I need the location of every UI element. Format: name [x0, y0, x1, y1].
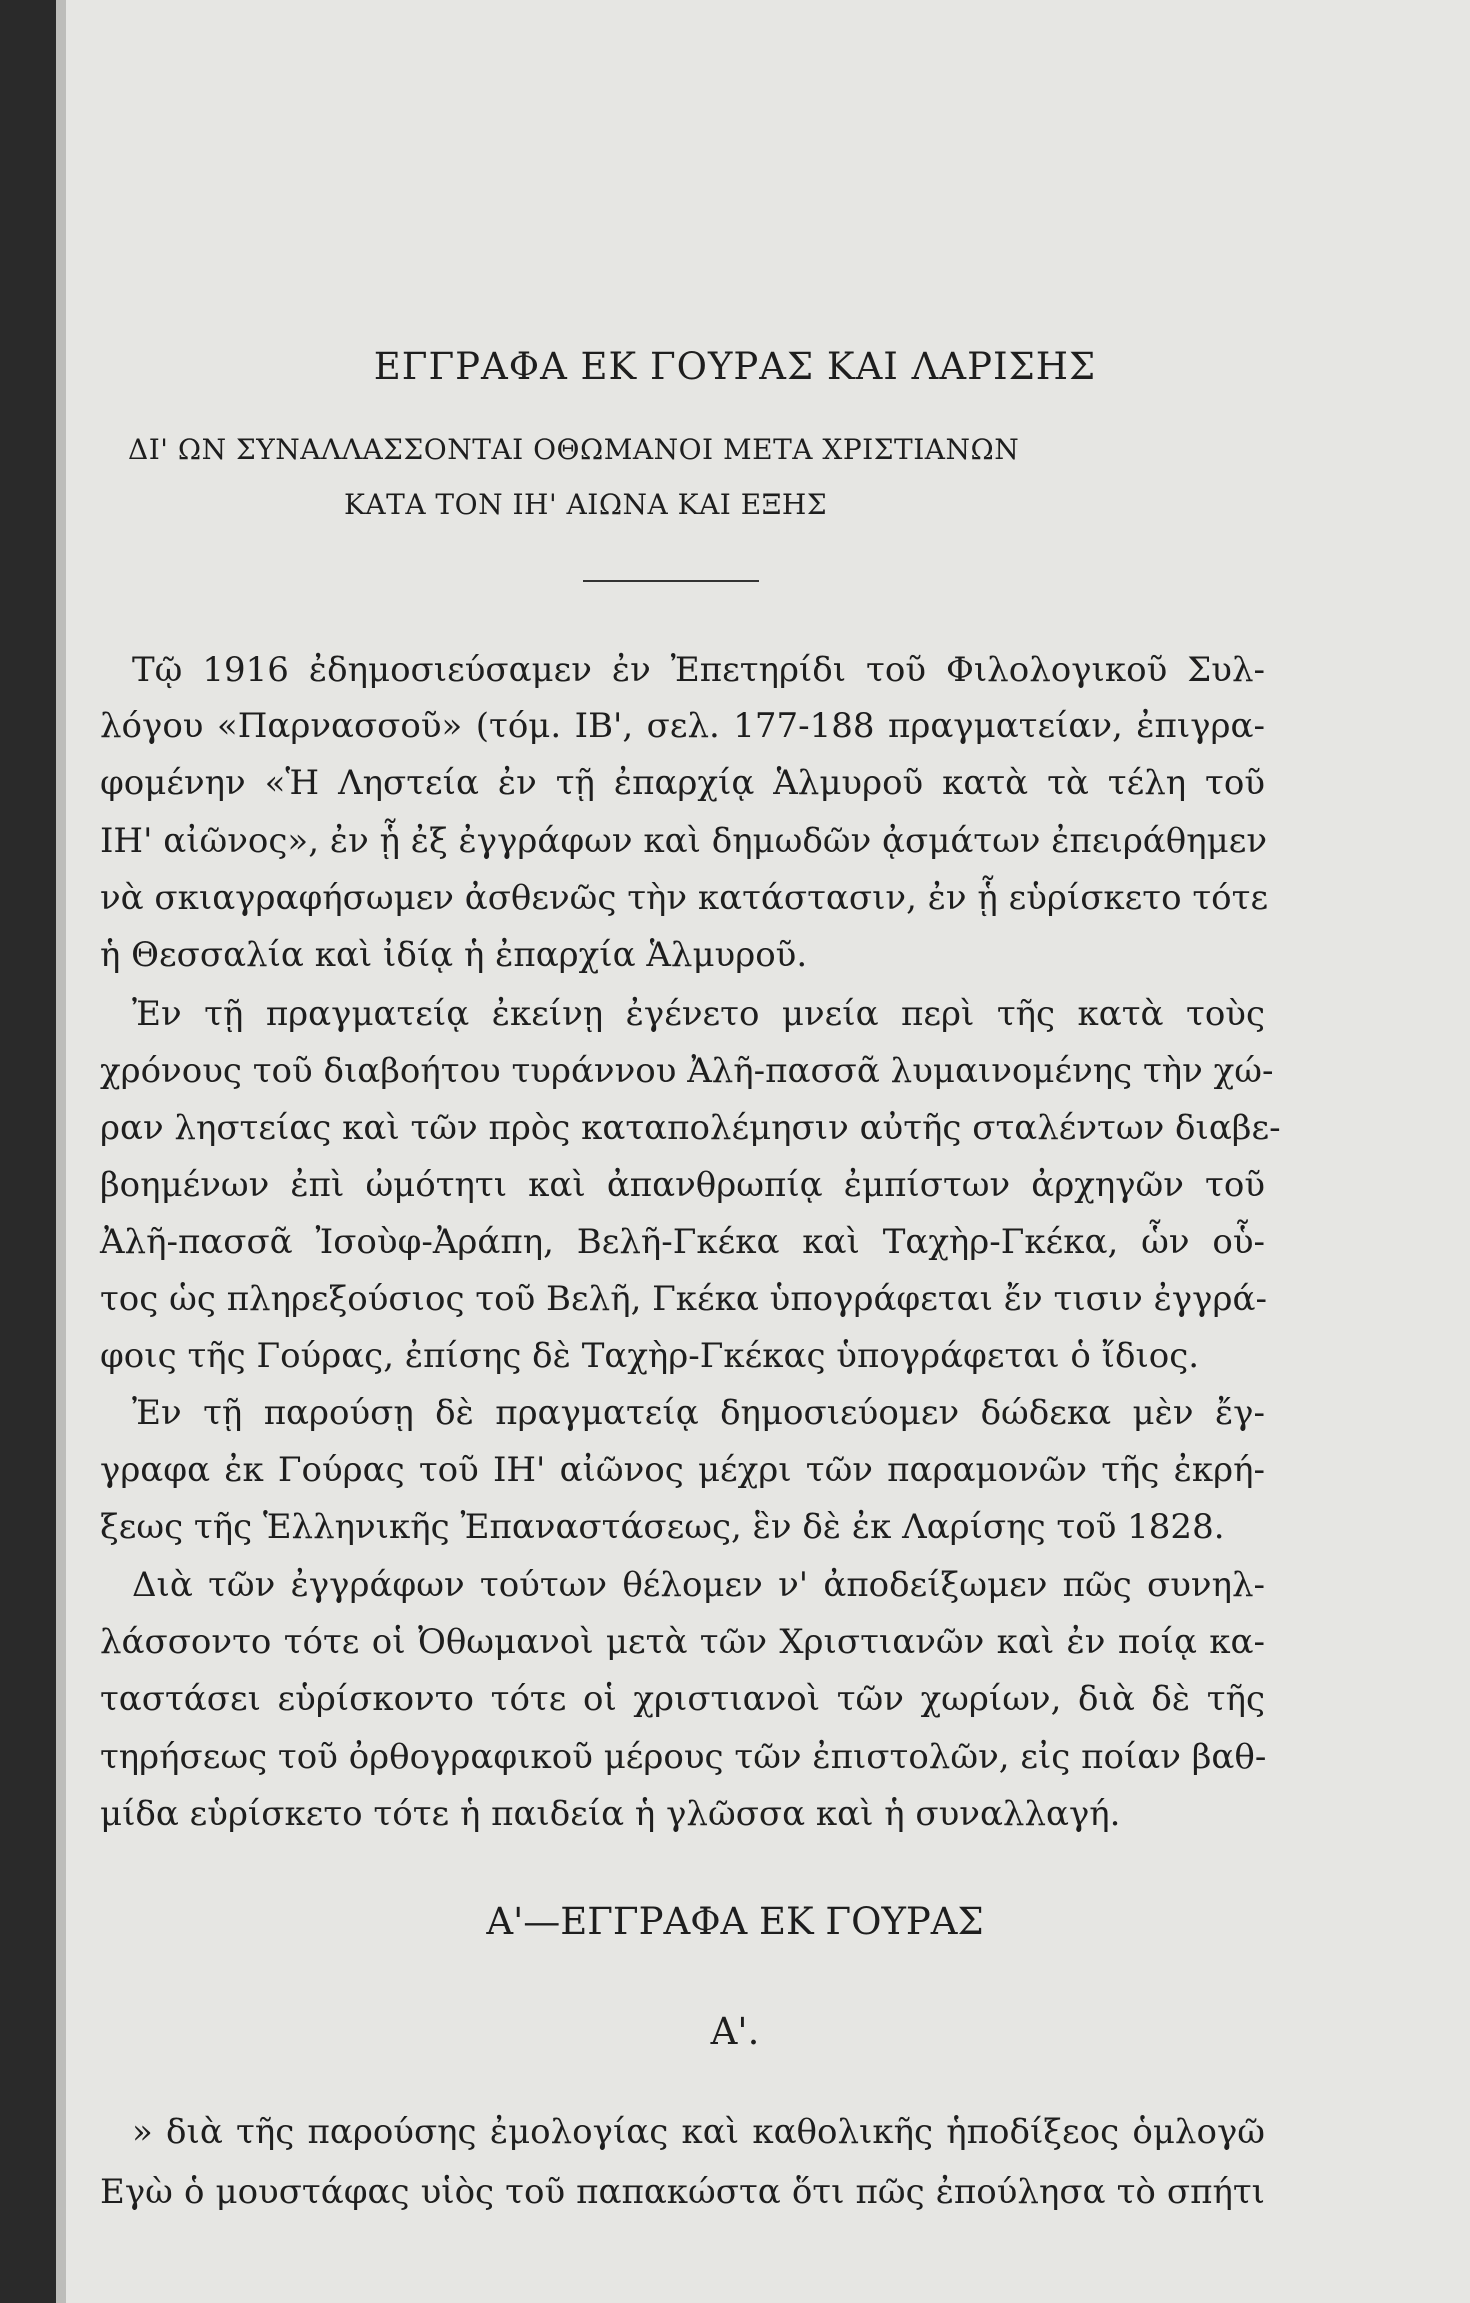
paragraph-2-line-5: Ἀλῆ-πασσᾶ Ἰσοὺφ-Ἀράπη, Βελῆ-Γκέκα καὶ Ταχὴρ-Γκέκα, ὧν οὗ-	[100, 1222, 1265, 1262]
paragraph-2-line-3: ραν ληστείας καὶ τῶν πρὸς καταπολέμησιν αὐτῆς σταλέντων διαβε-	[100, 1108, 1281, 1148]
paragraph-4-line-1: Διὰ τῶν ἐγγράφων τούτων θέλομεν ν' ἀποδείξωμεν πῶς συνηλ-	[132, 1565, 1265, 1605]
paragraph-1-line-3: φομένην «Ἡ Ληστεία ἐν τῇ ἐπαρχίᾳ Ἁλμυροῦ κατὰ τὰ τέλη τοῦ	[100, 763, 1265, 803]
section-title: Α'—ΕΓΓΡΑΦΑ ΕΚ ΓΟΥΡΑΣ	[486, 1900, 984, 1943]
paragraph-4-line-2: λάσσοντο τότε οἱ Ὀθωμανοὶ μετὰ τῶν Χριστιανῶν καὶ ἐν ποίᾳ κα-	[100, 1622, 1265, 1662]
paragraph-3-line-2: γραφα ἐκ Γούρας τοῦ ΙΗ' αἰῶνος μέχρι τῶν παραμονῶν τῆς ἐκρή-	[100, 1450, 1265, 1490]
paragraph-2-line-6: τος ὡς πληρεξούσιος τοῦ Βελῆ, Γκέκα ὑπογράφεται ἔν τισιν ἐγγρά-	[100, 1279, 1267, 1319]
paragraph-3-line-1: Ἐν τῇ παρούσῃ δὲ πραγματείᾳ δημοσιεύομεν δώδεκα μὲν ἔγ-	[132, 1393, 1265, 1433]
paragraph-4-line-4: τηρήσεως τοῦ ὀρθογραφικοῦ μέρους τῶν ἐπιστολῶν, εἰς ποίαν βαθ-	[100, 1737, 1267, 1777]
document-subtitle-line-2: ΚΑΤΑ ΤΟΝ ΙΗ' ΑΙΩΝΑ ΚΑΙ ΕΞΗΣ	[344, 488, 828, 521]
document-number-heading: Α'.	[710, 2010, 760, 2053]
paragraph-3-line-3: ξεως τῆς Ἑλληνικῆς Ἐπαναστάσεως, ἓν δὲ ἐκ Λαρίσης τοῦ 1828.	[100, 1507, 1225, 1547]
paragraph-4-line-5: μίδα εὑρίσκετο τότε ἡ παιδεία ἡ γλῶσσα καὶ ἡ συναλλαγή.	[100, 1794, 1121, 1834]
paragraph-2-line-1: Ἐν τῇ πραγματείᾳ ἐκείνῃ ἐγένετο μνεία περὶ τῆς κατὰ τοὺς	[132, 994, 1265, 1034]
paragraph-5-line-2: Εγὼ ὁ μουστάφας υἱὸς τοῦ παπακώστα ὅτι πῶς ἐπούλησα τὸ σπήτι	[100, 2172, 1265, 2212]
document-title: ΕΓΓΡΑΦΑ ΕΚ ΓΟΥΡΑΣ ΚΑΙ ΛΑΡΙΣΗΣ	[373, 345, 1097, 388]
paragraph-2-line-7: φοις τῆς Γούρας, ἐπίσης δὲ Ταχὴρ-Γκέκας ὑπογράφεται ὁ ἴδιος.	[100, 1336, 1200, 1376]
paragraph-1-line-2: λόγου «Παρνασσοῦ» (τόμ. ΙΒ', σελ. 177-188 πραγματείαν, ἐπιγρα-	[100, 706, 1265, 746]
title-divider	[583, 580, 759, 582]
paragraph-1-line-4: ΙΗ' αἰῶνος», ἐν ᾗ ἐξ ἐγγράφων καὶ δημωδῶν ᾀσμάτων ἐπειράθημεν	[100, 821, 1267, 861]
paragraph-1-line-1: Τῷ 1916 ἐδημοσιεύσαμεν ἐν Ἐπετηρίδι τοῦ Φιλολογικοῦ Συλ-	[132, 650, 1265, 690]
paragraph-4-line-3: ταστάσει εὑρίσκοντο τότε οἱ χριστιανοὶ τῶν χωρίων, διὰ δὲ τῆς	[100, 1679, 1265, 1719]
document-subtitle-line-1: ΔΙ' ΩΝ ΣΥΝΑΛΛΑΣΣΟΝΤΑΙ ΟΘΩΜΑΝΟΙ ΜΕΤΑ ΧΡΙΣΤΙΑΝΩΝ	[128, 433, 1020, 466]
paragraph-2-line-2: χρόνους τοῦ διαβοήτου τυράννου Ἀλῆ-πασσᾶ λυμαινομένης τὴν χώ-	[100, 1051, 1274, 1091]
paragraph-1-line-5: νὰ σκιαγραφήσωμεν ἀσθενῶς τὴν κατάστασιν, ἐν ᾗ εὑρίσκετο τότε	[100, 878, 1269, 918]
paragraph-2-line-4: βοημένων ἐπὶ ὠμότητι καὶ ἀπανθρωπίᾳ ἐμπίστων ἀρχηγῶν τοῦ	[100, 1165, 1265, 1205]
paragraph-5-line-1: » διὰ τῆς παρούσης ἐμολογίας καὶ καθολικῆς ἡποδίξεος ὁμλογῶ	[132, 2112, 1265, 2152]
paragraph-1-line-6: ἡ Θεσσαλία καὶ ἰδίᾳ ἡ ἐπαρχία Ἁλμυροῦ.	[100, 935, 808, 975]
